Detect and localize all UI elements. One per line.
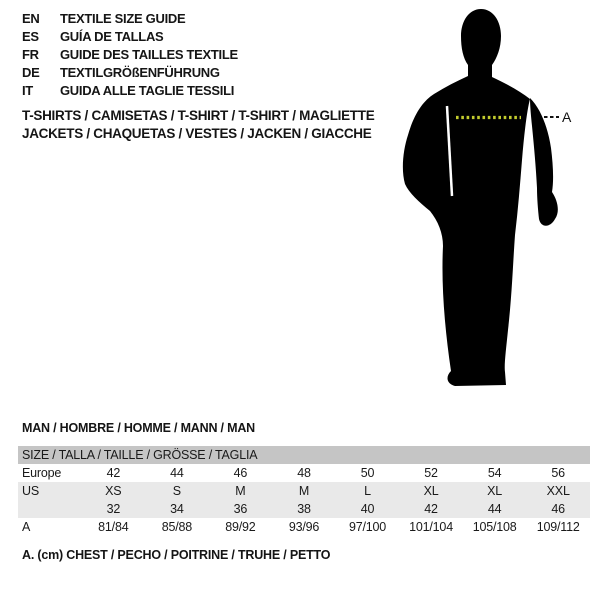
table-row-europe <box>18 464 590 482</box>
lang-label: TEXTILGRÖßENFÜHRUNG <box>60 65 220 80</box>
lang-code: FR <box>22 47 39 62</box>
table-cell: XL <box>399 482 463 500</box>
lang-code: ES <box>22 29 39 44</box>
table-cell: 105/108 <box>472 520 517 534</box>
table-cell: 97/100 <box>348 520 387 534</box>
man-silhouette-right-arm <box>530 98 558 226</box>
table-cell: M <box>209 482 273 500</box>
table-cell: 38 <box>272 500 336 518</box>
table-cell: 44 <box>170 466 184 480</box>
lang-row-es <box>22 28 238 46</box>
table-cell: 52 <box>424 466 438 480</box>
table-cell: 85/88 <box>161 520 192 534</box>
man-silhouette-graphic <box>388 0 592 400</box>
lang-code: EN <box>22 11 40 26</box>
table-cell: 81/84 <box>98 520 129 534</box>
category-tshirts: T-SHIRTS / CAMISETAS / T-SHIRT / T-SHIRT / MAGLIETTE <box>22 108 375 123</box>
table-row-us <box>18 482 590 500</box>
table-cell: 42 <box>106 466 121 480</box>
lang-row-fr <box>22 46 238 64</box>
garment-categories <box>22 107 374 143</box>
table-cell: 46 <box>526 500 590 518</box>
lang-label: TEXTILE SIZE GUIDE <box>60 11 186 26</box>
measure-label-a: A <box>562 109 572 125</box>
row-label: US <box>18 482 82 500</box>
lang-row-it <box>22 82 238 100</box>
table-row-chest-a <box>18 518 590 536</box>
table-cell: 44 <box>463 500 527 518</box>
lang-code: DE <box>22 65 40 80</box>
table-cell: 32 <box>82 500 146 518</box>
lang-label: GUÍA DE TALLAS <box>60 29 164 44</box>
table-cell: 42 <box>399 500 463 518</box>
table-cell: 93/96 <box>288 520 320 534</box>
measurement-footnote: A. (cm) CHEST / PECHO / POITRINE / TRUHE / PETTO <box>22 548 331 562</box>
table-cell: 109/112 <box>536 520 580 534</box>
size-table <box>18 446 590 536</box>
table-cell: L <box>336 482 400 500</box>
table-row-us-numeric <box>18 500 590 518</box>
table-cell: 54 <box>487 466 502 480</box>
lang-code: IT <box>22 83 33 98</box>
lang-label: GUIDE DES TAILLES TEXTILE <box>60 47 238 62</box>
row-label: A <box>22 520 31 534</box>
table-cell: 48 <box>297 466 311 480</box>
row-label <box>18 500 82 518</box>
man-silhouette-body <box>403 9 530 386</box>
size-table-header: SIZE / TALLA / TAILLE / GRÖSSE / TAGLIA <box>18 446 590 464</box>
table-cell: XXL <box>526 482 590 500</box>
table-cell: XL <box>463 482 527 500</box>
table-cell: 50 <box>360 466 375 480</box>
row-label: Europe <box>22 466 62 480</box>
size-table-header-row <box>18 446 590 464</box>
table-cell: 36 <box>209 500 273 518</box>
measurement-figure <box>388 0 592 400</box>
table-cell: 40 <box>336 500 400 518</box>
table-cell: 101/104 <box>409 520 453 534</box>
table-cell: 34 <box>145 500 209 518</box>
lang-row-de <box>22 64 238 82</box>
table-cell: 56 <box>551 466 565 480</box>
language-list <box>22 10 238 100</box>
category-jackets: JACKETS / CHAQUETAS / VESTES / JACKEN / GIACCHE <box>22 126 372 141</box>
table-cell: M <box>272 482 336 500</box>
section-title-man: MAN / HOMBRE / HOMME / MANN / MAN <box>22 421 255 435</box>
table-cell: 46 <box>233 466 248 480</box>
table-cell: 89/92 <box>225 520 256 534</box>
lang-row-en <box>22 10 238 28</box>
table-cell: S <box>145 482 209 500</box>
lang-label: GUIDA ALLE TAGLIE TESSILI <box>60 83 235 98</box>
table-cell: XS <box>82 482 146 500</box>
